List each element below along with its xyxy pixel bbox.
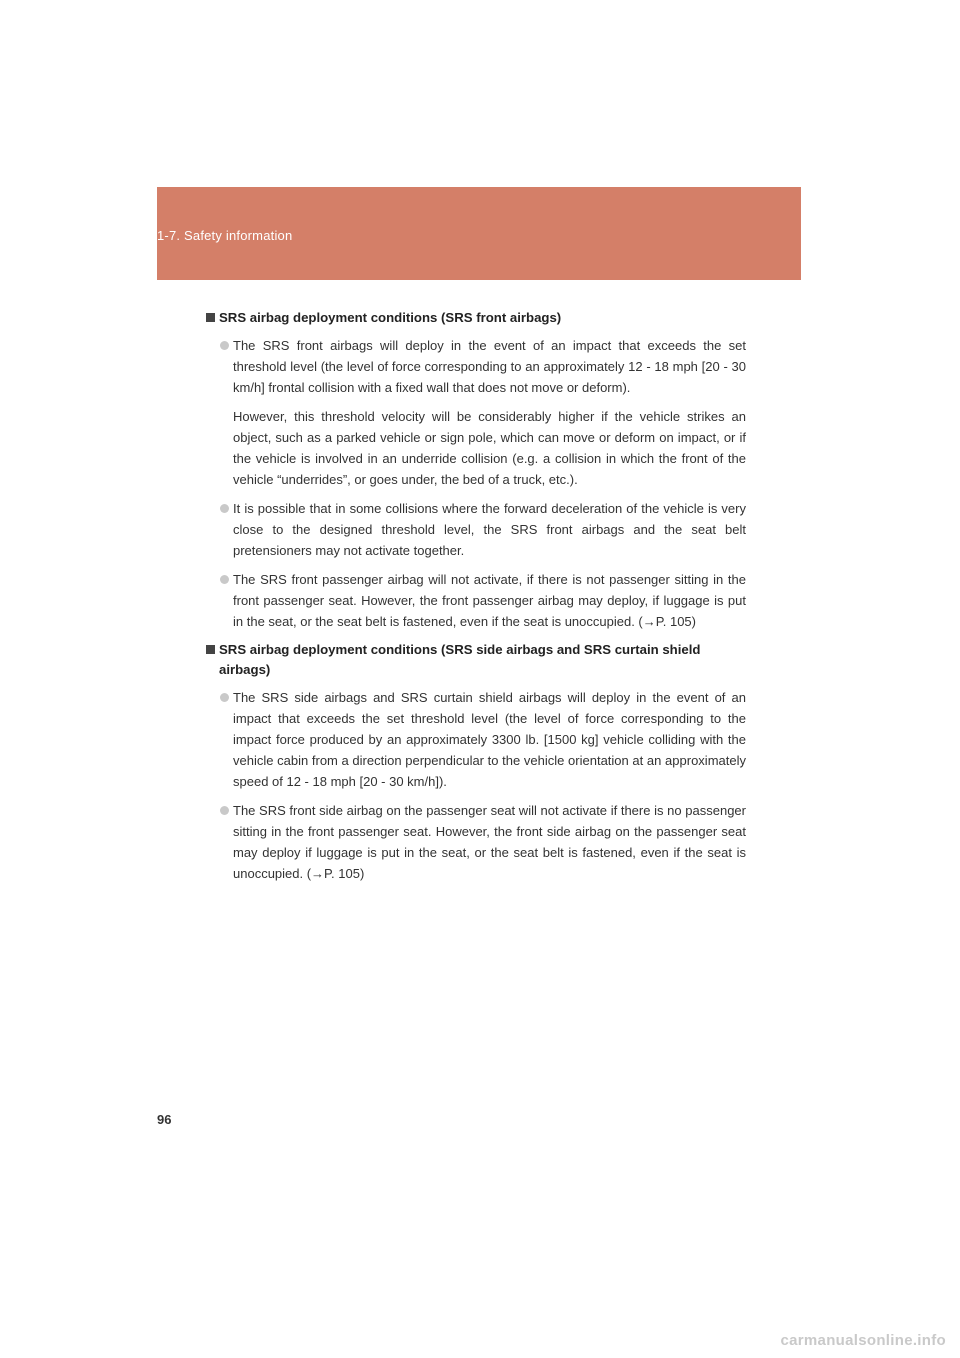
paragraph: It is possible that in some collisions where the forward deceleration of the vehicle is very close to the designed threshold level, the SRS front airbags and the seat belt pretensioners may not activate together. [233, 500, 746, 558]
paragraph: The SRS front passenger airbag will not activate, if there is not passenger sitting in the front passenger seat. However, the front passenger airbag may deploy, if luggage is put in the seat, or the seat belt is fastened, even if the seat is unoccupied. (→P. 105) [233, 571, 746, 629]
page-number: 96 [157, 1112, 172, 1127]
circle-bullet-icon [220, 341, 229, 350]
list-item-body [233, 335, 746, 490]
square-bullet-icon [206, 645, 215, 654]
circle-bullet-icon [220, 693, 229, 702]
list-item [220, 569, 746, 632]
paragraph: However, this threshold velocity will be considerably higher if the vehicle strikes an object, such as a parked vehicle or sign pole, which can move or deform on impact, or if the vehicle is involved in an underride collision (e.g. a collision in which the front of the vehicle “underrides”, or goes under, the bed of a truck, etc.). [233, 408, 746, 487]
list-item [220, 800, 746, 884]
section-heading-side-airbags [206, 640, 746, 681]
page-content [206, 308, 746, 892]
circle-bullet-icon [220, 504, 229, 513]
paragraph: The SRS front airbags will deploy in the event of an impact that exceeds the set threshold level (the level of force corresponding to an approximately 12 - 18 mph [20 - 30 km/h] frontal collision with a fixed wall that does not move or deform). [233, 337, 746, 395]
list-item [220, 335, 746, 490]
list-item [220, 498, 746, 561]
section-heading-front-airbags [206, 308, 746, 329]
list-item-body [233, 800, 746, 884]
list-item-body [233, 569, 746, 632]
list-item-body [233, 498, 746, 561]
paragraph: The SRS front side airbag on the passenger seat will not activate if there is no passenger sitting in the front passenger seat. However, the front side airbag on the passenger seat may deploy if luggage is put in the seat, or the seat belt is fastened, even if the seat is unoccupied. (→P. 105) [233, 802, 746, 881]
square-bullet-icon [206, 313, 215, 322]
heading-text: SRS airbag deployment conditions (SRS front airbags) [219, 310, 562, 325]
circle-bullet-icon [220, 575, 229, 584]
circle-bullet-icon [220, 806, 229, 815]
section-title: 1-7. Safety information [157, 228, 293, 243]
list-item-body [233, 687, 746, 792]
paragraph: The SRS side airbags and SRS curtain shield airbags will deploy in the event of an impact that exceeds the set threshold level (the level of force corresponding to the impact force produced by an approximately 3300 lb. [1500 kg] vehicle colliding with the vehicle cabin from a direction perpendicular to the vehicle orientation at an approximately speed of 12 - 18 mph [20 - 30 km/h]). [233, 689, 746, 789]
list-item [220, 687, 746, 792]
watermark: carmanualsonline.info [780, 1332, 946, 1349]
heading-text: SRS airbag deployment conditions (SRS side airbags and SRS curtain shield airbags) [219, 641, 701, 677]
